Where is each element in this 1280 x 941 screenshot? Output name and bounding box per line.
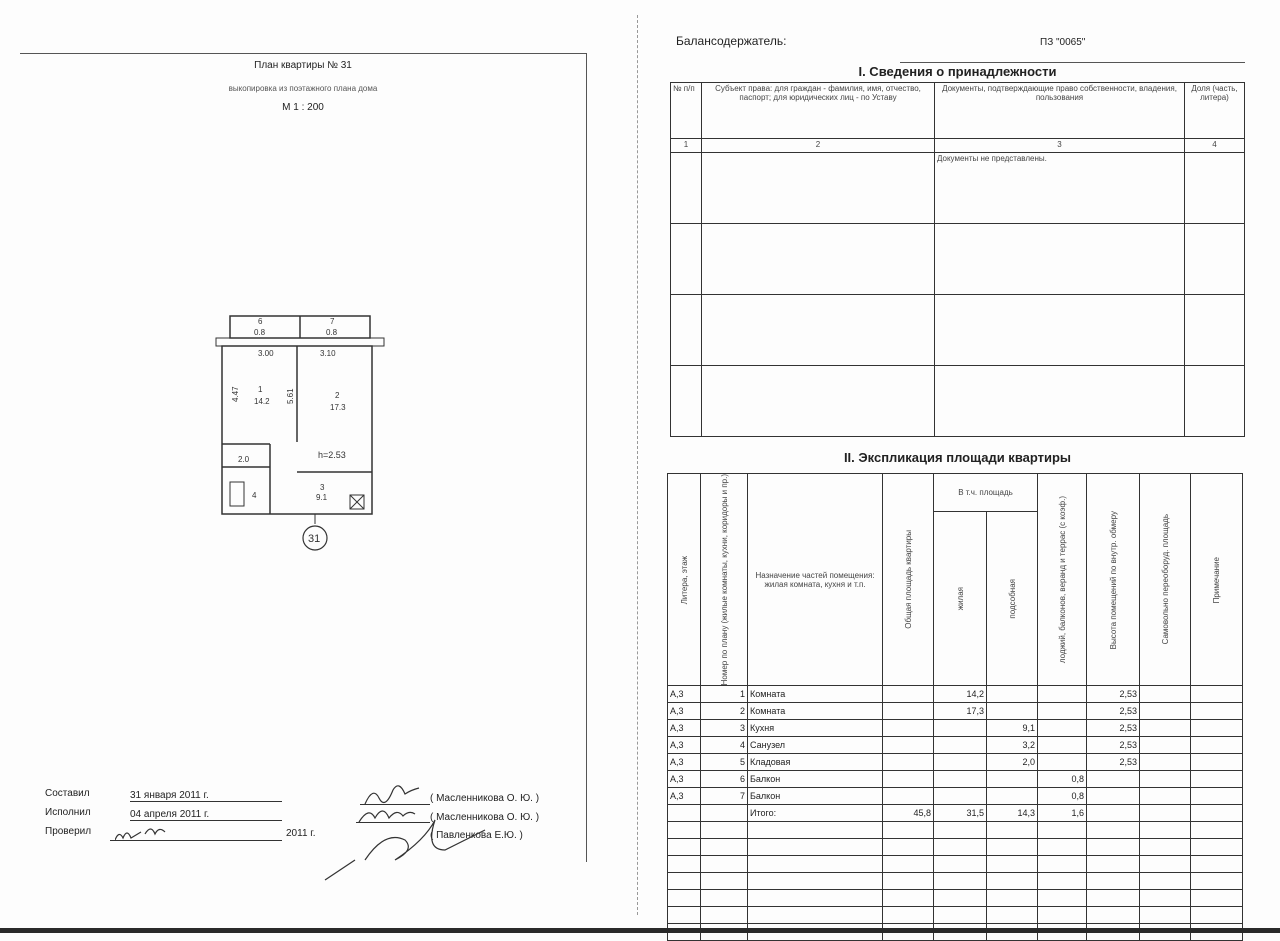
expl-cell-aux — [987, 686, 1038, 703]
expl-cell-self — [1140, 788, 1191, 805]
expl-header-notes: Примечание — [1212, 556, 1221, 603]
signature-role-3: Проверил — [45, 826, 92, 837]
expl-cell-lit: А,3 — [668, 788, 701, 805]
plan-room3-no: 3 — [320, 483, 325, 492]
explication-table — [667, 473, 1243, 941]
scan-bottom-edge — [0, 928, 1280, 933]
expl-cell-no: 3 — [701, 720, 748, 737]
plan-subtitle: выкопировка из поэтажного плана дома — [228, 84, 378, 93]
own-num-3: 3 — [935, 139, 1185, 153]
expl-cell-name: Комната — [748, 686, 883, 703]
plan-room2-area: 17.3 — [330, 403, 346, 412]
expl-cell-height: 2,53 — [1087, 703, 1140, 720]
signature-date-2: 04 апреля 2011 г. — [130, 809, 282, 821]
expl-cell-lit: А,3 — [668, 771, 701, 788]
expl-header-incl: В т.ч. площадь — [934, 474, 1038, 512]
expl-cell-name: Балкон — [748, 788, 883, 805]
own-num-2: 2 — [702, 139, 935, 153]
expl-row — [668, 737, 1243, 754]
signature-role-2: Исполнил — [45, 807, 91, 818]
expl-cell-height: 2,53 — [1087, 720, 1140, 737]
expl-cell-living — [934, 737, 987, 754]
expl-cell-no: 1 — [701, 686, 748, 703]
section2-title: II. Экспликация площади квартиры — [843, 450, 1072, 465]
expl-header-planno: Номер по плану (жилые комнаты, кухни, коридоры и пр.) — [719, 474, 729, 686]
expl-empty-row — [668, 822, 1243, 839]
plan-dim-right: 3.10 — [320, 349, 336, 358]
expl-cell-no: 5 — [701, 754, 748, 771]
expl-cell-self — [1140, 754, 1191, 771]
expl-cell-no: 7 — [701, 788, 748, 805]
expl-cell-self — [1140, 805, 1191, 822]
holder-value: ПЗ "0065" — [1040, 37, 1086, 48]
plan-room1-area: 14.2 — [254, 397, 270, 406]
expl-cell-lit — [668, 805, 701, 822]
plan-room5-area: 2.0 — [238, 455, 250, 464]
expl-cell-height — [1087, 788, 1140, 805]
own-header-docs: Документы, подтверждающие право собственности, владения, пользования — [935, 83, 1185, 139]
expl-cell-total — [883, 703, 934, 720]
expl-row — [668, 720, 1243, 737]
expl-empty-row — [668, 907, 1243, 924]
expl-cell-aux — [987, 771, 1038, 788]
expl-cell-name: Кладовая — [748, 754, 883, 771]
expl-cell-total — [883, 720, 934, 737]
expl-cell-height: 2,53 — [1087, 686, 1140, 703]
expl-cell-self — [1140, 771, 1191, 788]
holder-label: Балансодержатель: — [676, 34, 787, 48]
expl-cell-loggia: 1,6 — [1038, 805, 1087, 822]
plan-room2-side: 5.61 — [286, 388, 295, 404]
expl-cell-no: 6 — [701, 771, 748, 788]
apartment-floor-plan — [210, 312, 390, 552]
expl-cell-note — [1191, 771, 1243, 788]
expl-cell-no: 2 — [701, 703, 748, 720]
expl-cell-height — [1087, 771, 1140, 788]
plan-area-6: 0.8 — [254, 328, 266, 337]
expl-cell-living: 17,3 — [934, 703, 987, 720]
expl-header-total: Общая площадь квартиры — [903, 530, 913, 630]
own-header-subject: Субъект права: для граждан - фамилия, имя, отчество, паспорт; для юридических лиц - по Уставу — [702, 83, 935, 139]
expl-header-loggia: лоджий, балконов, веранд и террас (с коэф.) — [1057, 496, 1067, 664]
expl-row — [668, 754, 1243, 771]
expl-header-selfbuilt: Самовольно переоборуд. площадь — [1160, 514, 1170, 645]
plan-room3-area: 9.1 — [316, 493, 328, 502]
expl-row — [668, 805, 1243, 822]
own-num-1: 1 — [671, 139, 702, 153]
expl-cell-name: Итого: — [748, 805, 883, 822]
expl-row — [668, 703, 1243, 720]
expl-cell-no: 4 — [701, 737, 748, 754]
plan-room1-side: 4.47 — [231, 386, 240, 402]
expl-cell-loggia — [1038, 686, 1087, 703]
expl-cell-living — [934, 771, 987, 788]
expl-header-living: жилая — [955, 587, 965, 611]
expl-cell-aux: 9,1 — [987, 720, 1038, 737]
expl-header-litera: Литера, этаж — [679, 555, 689, 604]
expl-cell-lit: А,3 — [668, 703, 701, 720]
page-fold — [637, 15, 638, 915]
plan-area-7: 0.8 — [326, 328, 338, 337]
expl-cell-aux: 3,2 — [987, 737, 1038, 754]
expl-cell-note — [1191, 703, 1243, 720]
expl-cell-note — [1191, 737, 1243, 754]
ownership-table — [670, 82, 1245, 437]
own-header-share: Доля (часть, литера) — [1185, 83, 1245, 139]
section1-title: I. Сведения о принадлежности — [858, 64, 1057, 79]
expl-cell-self — [1140, 737, 1191, 754]
expl-cell-height — [1087, 805, 1140, 822]
ownership-note: Документы не представлены. — [935, 153, 1185, 224]
signature-role-1: Составил — [45, 788, 90, 799]
expl-cell-lit: А,3 — [668, 737, 701, 754]
expl-cell-name: Кухня — [748, 720, 883, 737]
expl-header-name: Назначение частей помещения: жилая комната, кухня и т.п. — [748, 474, 883, 686]
expl-cell-height: 2,53 — [1087, 737, 1140, 754]
plan-scale: М 1 : 200 — [282, 102, 324, 113]
expl-cell-living — [934, 720, 987, 737]
expl-header-height: Высота помещений по внутр. обмеру — [1108, 510, 1118, 649]
plan-label-6: 6 — [258, 317, 263, 326]
expl-cell-total — [883, 788, 934, 805]
expl-cell-loggia — [1038, 720, 1087, 737]
expl-row — [668, 788, 1243, 805]
expl-cell-self — [1140, 703, 1191, 720]
handwritten-signatures — [115, 780, 505, 890]
expl-cell-no — [701, 805, 748, 822]
expl-cell-note — [1191, 754, 1243, 771]
signature-date-1: 31 января 2011 г. — [130, 790, 282, 802]
plan-label-7: 7 — [330, 317, 335, 326]
expl-empty-row — [668, 890, 1243, 907]
signature-name-3: ( Павленкова Е.Ю. ) — [430, 830, 523, 841]
expl-empty-row — [668, 856, 1243, 873]
expl-cell-aux: 2,0 — [987, 754, 1038, 771]
expl-cell-total — [883, 686, 934, 703]
expl-row — [668, 686, 1243, 703]
expl-cell-aux — [987, 788, 1038, 805]
expl-cell-self — [1140, 686, 1191, 703]
expl-cell-lit: А,3 — [668, 686, 701, 703]
expl-header-aux: подсобная — [1007, 579, 1017, 619]
expl-cell-loggia: 0,8 — [1038, 771, 1087, 788]
expl-cell-loggia: 0,8 — [1038, 788, 1087, 805]
expl-cell-loggia — [1038, 703, 1087, 720]
signature-date-3: 2011 г. — [286, 828, 316, 839]
expl-cell-name: Санузел — [748, 737, 883, 754]
expl-cell-total — [883, 754, 934, 771]
expl-cell-living: 14,2 — [934, 686, 987, 703]
expl-cell-height: 2,53 — [1087, 754, 1140, 771]
expl-cell-note — [1191, 720, 1243, 737]
expl-cell-loggia — [1038, 754, 1087, 771]
expl-cell-loggia — [1038, 737, 1087, 754]
expl-cell-name: Балкон — [748, 771, 883, 788]
expl-cell-note — [1191, 805, 1243, 822]
expl-empty-row — [668, 839, 1243, 856]
plan-title: План квартиры № 31 — [254, 60, 352, 71]
expl-cell-note — [1191, 686, 1243, 703]
plan-dim-left: 3.00 — [258, 349, 274, 358]
expl-cell-total — [883, 771, 934, 788]
plan-room2-no: 2 — [335, 391, 340, 400]
expl-cell-living — [934, 788, 987, 805]
expl-cell-aux: 14,3 — [987, 805, 1038, 822]
plan-height: h=2.53 — [318, 450, 346, 460]
expl-cell-living — [934, 754, 987, 771]
own-header-num: № п/п — [671, 83, 702, 139]
own-num-4: 4 — [1185, 139, 1245, 153]
holder-line — [900, 62, 1245, 63]
expl-cell-total: 45,8 — [883, 805, 934, 822]
signature-name-2: ( Масленникова О. Ю. ) — [430, 812, 540, 823]
expl-cell-note — [1191, 788, 1243, 805]
expl-row — [668, 771, 1243, 788]
expl-cell-name: Комната — [748, 703, 883, 720]
expl-cell-lit: А,3 — [668, 754, 701, 771]
expl-empty-row — [668, 873, 1243, 890]
signature-name-1: ( Масленникова О. Ю. ) — [430, 793, 540, 804]
plan-room1-no: 1 — [258, 385, 263, 394]
expl-cell-aux — [987, 703, 1038, 720]
expl-cell-total — [883, 737, 934, 754]
expl-cell-living: 31,5 — [934, 805, 987, 822]
expl-cell-lit: А,3 — [668, 720, 701, 737]
expl-cell-self — [1140, 720, 1191, 737]
plan-room4-no: 4 — [252, 491, 257, 500]
apartment-number-circle: 31 — [308, 533, 321, 545]
